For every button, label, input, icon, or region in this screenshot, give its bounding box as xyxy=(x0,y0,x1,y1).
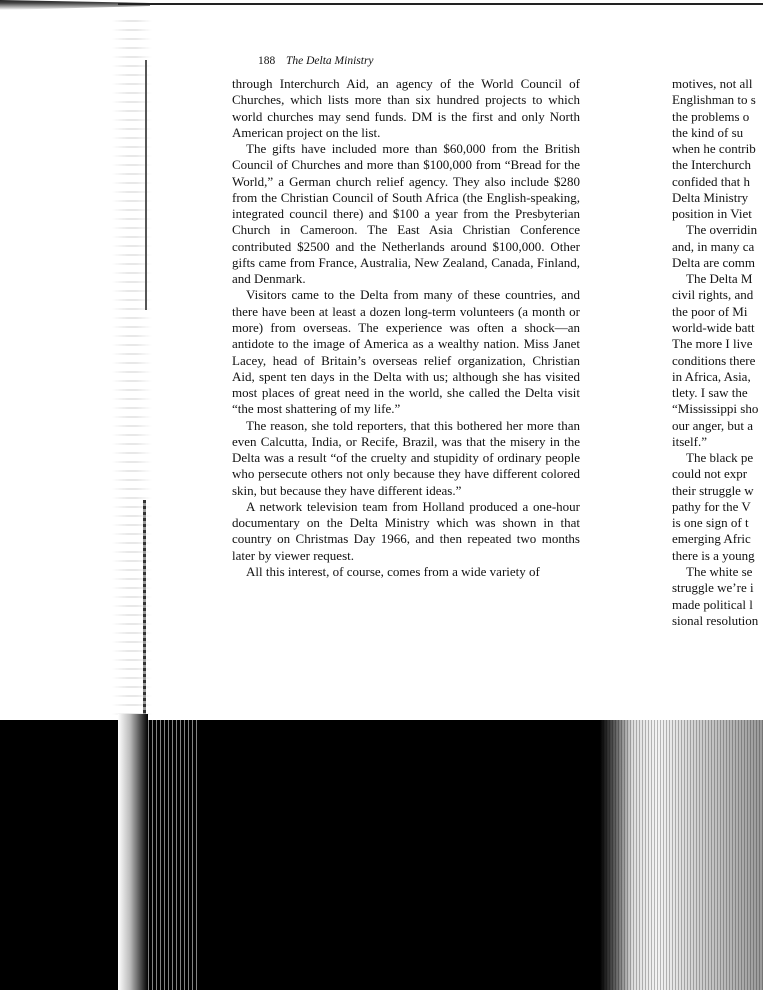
page-number: 188 xyxy=(258,55,276,67)
text-line: the problems o xyxy=(672,108,750,124)
binding-edge-line-lower xyxy=(143,500,146,730)
text-line: when he contrib xyxy=(672,141,756,157)
text-line: made political l xyxy=(672,596,753,612)
text-line: civil rights, and xyxy=(672,287,754,303)
paragraph: The reason, she told reporters, that this bothered her more than even Calcutta, India, or Recife, Brazil, was that the misery in the Delta was a result “of the cruelty and stupidity of ordinary people who persecute others not only because they have different colored skin, but because they have different ideas.” xyxy=(232,417,580,498)
text-line: is one sign of t xyxy=(672,515,749,531)
text-line: motives, not all xyxy=(672,76,753,91)
text-line: in Africa, Asia, xyxy=(672,368,751,384)
paragraph: A network television team from Holland produced a one-hour documentary on the Delta Ministry which was shown in that country on Christmas Day 1966, and then repeated two months later by viewer request. xyxy=(232,498,580,563)
page-edge-shadow-top xyxy=(0,0,150,10)
gutter-scan-streaks xyxy=(148,720,198,990)
text-line: the Interchurch xyxy=(672,157,752,173)
text-line: Delta Ministry xyxy=(672,189,749,205)
scanner-bed-background xyxy=(0,720,763,990)
text-line: The overridin xyxy=(686,222,758,238)
text-line: Delta are comm xyxy=(672,254,756,270)
text-line: The black pe xyxy=(686,450,754,466)
paragraph: through Interchurch Aid, an agency of the World Council of Churches, which lists more than six hundred projects to which world churches may send funds. DM is the first and only North American project on the list. xyxy=(232,76,580,140)
text-line: Englishman to s xyxy=(672,92,756,108)
page-top-edge xyxy=(118,3,763,5)
text-line: The Delta M xyxy=(686,271,753,287)
text-line: their struggle w xyxy=(672,482,754,498)
text-line: conditions there xyxy=(672,352,756,368)
text-line: pathy for the V xyxy=(672,498,751,514)
text-line: position in Viet xyxy=(672,206,752,222)
text-line: our anger, but a xyxy=(672,417,754,433)
text-line: emerging Afric xyxy=(672,531,751,547)
text-line: there is a young xyxy=(672,547,755,563)
text-line: “Mississippi sho xyxy=(672,401,759,417)
binding-edge-line xyxy=(145,60,147,310)
left-page-text-column xyxy=(232,76,580,580)
right-page-edge-glare xyxy=(600,720,763,990)
page-curl-shadow xyxy=(118,714,148,990)
text-line: itself.” xyxy=(672,433,708,449)
right-page-text-column-cropped xyxy=(672,76,763,629)
running-title: The Delta Ministry xyxy=(286,55,374,67)
text-line: tlety. I saw the xyxy=(672,385,748,401)
text-line: the kind of su xyxy=(672,124,744,140)
text-line: the poor of Mi xyxy=(672,303,748,319)
text-line: sional resolution xyxy=(672,612,759,628)
text-line: The white se xyxy=(686,563,753,579)
paragraph: All this interest, of course, comes from a wide variety of xyxy=(246,563,540,579)
text-line: world-wide batt xyxy=(672,319,755,335)
text-line: and, in many ca xyxy=(672,238,755,254)
text-line: struggle we’re i xyxy=(672,580,754,596)
running-head xyxy=(258,54,374,68)
paragraph: Visitors came to the Delta from many of these countries, and there have been at least a dozen long-term volunteers (a month or more) from overseas. The experience was often a shock—an antidote to the image of America as a wealthy nation. Miss Janet Lacey, head of Britain’s overseas relief organization, Christian Aid, spent ten days in the Delta with us; although she has visited most places of great need in the world, she called the Delta visit “the most shattering of my life.” xyxy=(232,287,580,417)
text-line: could not expr xyxy=(672,466,748,482)
text-line: The more I live xyxy=(672,336,753,352)
text-line: confided that h xyxy=(672,173,750,189)
paragraph: The gifts have included more than $60,000 from the British Council of Churches and more than $100,000 from “Bread for the World,” a German church relief agency. They also include $280 from the Christian Council of South Africa (the English-speaking, integrated council there) and $100 a year from the Presbyterian Church in Cameroon. The East Asia Christian Conference contributed $2500 and the Netherlands around $100,000. Other gifts came from France, Australia, New Zealand, Canada, Finland, and Denmark. xyxy=(232,141,580,287)
